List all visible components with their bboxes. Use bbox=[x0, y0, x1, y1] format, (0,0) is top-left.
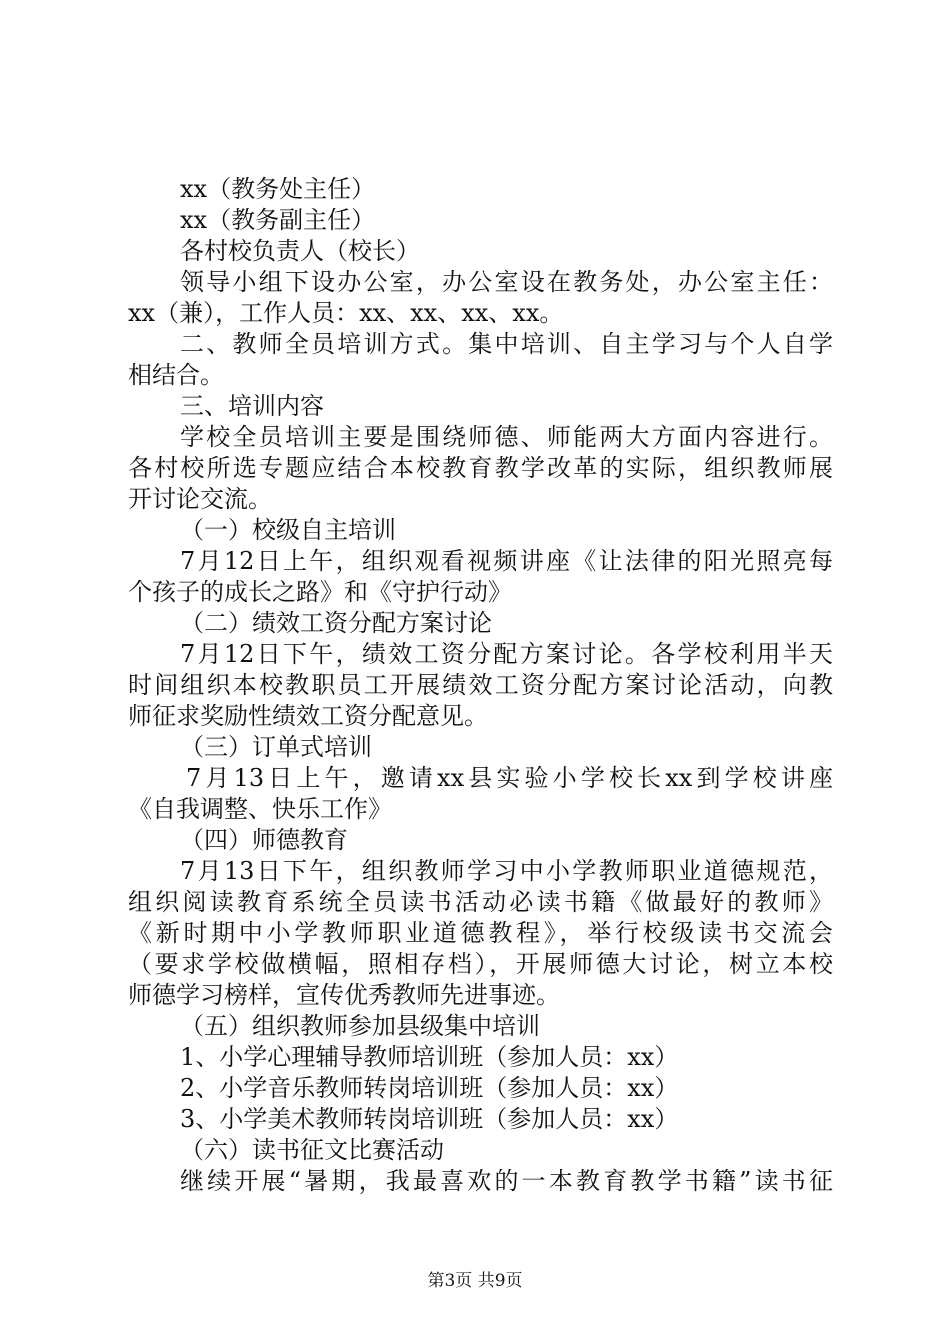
text-line: 2、小学音乐教师转岗培训班（参加人员：xx） bbox=[180, 1074, 679, 1102]
text-line: 《自我调整、快乐工作》 bbox=[128, 795, 392, 823]
text-line: 师德学习榜样，宣传优秀教师先进事迹。 bbox=[128, 981, 560, 1009]
text-line: 3、小学美术教师转岗培训班（参加人员：xx） bbox=[180, 1105, 679, 1133]
text-line: 各村校所选专题应结合本校教育教学改革的实际，组织教师展 bbox=[128, 454, 833, 482]
text-line: （三）订单式培训 bbox=[180, 733, 372, 761]
text-line: （五）组织教师参加县级集中培训 bbox=[180, 1012, 540, 1040]
document-body bbox=[128, 174, 833, 1197]
text-line: 师征求奖励性绩效工资分配意见。 bbox=[128, 702, 488, 730]
text-line: 7月12日下午，绩效工资分配方案讨论。各学校利用半天 bbox=[180, 640, 833, 668]
text-line: 学校全员培训主要是围绕师德、师能两大方面内容进行。 bbox=[180, 423, 833, 451]
text-line: （六）读书征文比赛活动 bbox=[180, 1136, 444, 1164]
text-line: xx（兼），工作人员：xx、xx、xx、xx。 bbox=[128, 299, 564, 327]
text-line: 7月13日上午，邀请xx县实验小学校长xx到学校讲座 bbox=[186, 764, 833, 792]
text-line: 7月13日下午，组织教师学习中小学教师职业道德规范， bbox=[180, 857, 833, 885]
text-line: 时间组织本校教职员工开展绩效工资分配方案讨论活动，向教 bbox=[128, 671, 833, 699]
text-line: （二）绩效工资分配方案讨论 bbox=[180, 609, 492, 637]
text-line: xx（教务副主任） bbox=[180, 206, 376, 234]
text-line: 二、教师全员培训方式。集中培训、自主学习与个人自学 bbox=[180, 330, 833, 358]
text-line: 开讨论交流。 bbox=[128, 485, 272, 513]
text-line: 个孩子的成长之路》和《守护行动》 bbox=[128, 578, 512, 606]
text-line: 相结合。 bbox=[128, 361, 224, 389]
text-line: xx（教务处主任） bbox=[180, 175, 376, 203]
text-line: 三、培训内容 bbox=[180, 392, 324, 420]
page-footer: 第3页 共9页 bbox=[427, 1271, 523, 1291]
text-line: 《新时期中小学教师职业道德教程》，举行校级读书交流会 bbox=[128, 919, 833, 947]
text-line: （一）校级自主培训 bbox=[180, 516, 396, 544]
text-line: （要求学校做横幅，照相存档），开展师德大讨论，树立本校 bbox=[128, 950, 833, 978]
text-line: 组织阅读教育系统全员读书活动必读书籍《做最好的教师》 bbox=[128, 888, 833, 916]
text-line: 领导小组下设办公室，办公室设在教务处，办公室主任： bbox=[180, 268, 833, 296]
text-line: 各村校负责人（校长） bbox=[180, 237, 420, 265]
text-line: 7月12日上午，组织观看视频讲座《让法律的阳光照亮每 bbox=[180, 547, 833, 575]
text-line: 1、小学心理辅导教师培训班（参加人员：xx） bbox=[180, 1043, 679, 1071]
text-line: 继续开展“暑期，我最喜欢的一本教育教学书籍”读书征 bbox=[180, 1167, 833, 1195]
text-line: （四）师德教育 bbox=[180, 826, 348, 854]
